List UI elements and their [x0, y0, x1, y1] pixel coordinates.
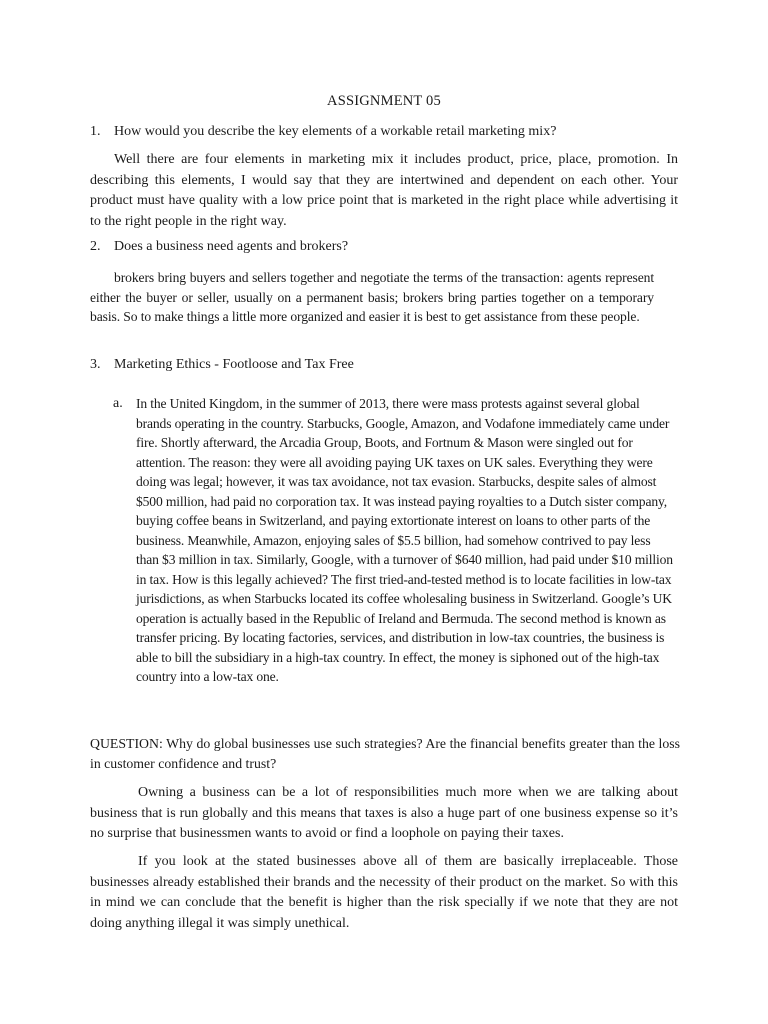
page-title: ASSIGNMENT 05: [327, 93, 441, 109]
answer-1: Well there are four elements in marketing mix it includes product, price, place, promotion. In describing this elements, I would say that they are intertwined and dependent on each other. Your product must have quality with a low price point that is marketed in the right place while advertising it to the right people in the right way.: [90, 152, 678, 229]
question-2: [90, 237, 690, 257]
question-1-number: 1.: [90, 124, 101, 139]
question-3-number: 3.: [90, 357, 101, 372]
question-2-text: Does a business need agents and brokers?: [114, 239, 349, 254]
answer-2: brokers bring buyers and sellers together and negotiate the terms of the transaction: agents represent either the buyer or seller, usually on a permanent basis; brokers bring parties together on a temporary basis. So to make things a little more organized and easier it is best to get assistance from these people.: [90, 270, 654, 324]
question-2-number: 2.: [90, 239, 101, 254]
answer-paragraph-1: Owning a business can be a lot of responsibilities much more when we are talking about business that is run globally and this means that taxes is also a huge part of one business expense so it’s no surprise that businessmen wants to avoid or find a loophole on paying their taxes.: [90, 785, 678, 841]
question-3: [90, 355, 690, 375]
case-study-label: a.: [113, 396, 123, 411]
discussion-question: QUESTION: Why do global businesses use such strategies? Are the financial benefits greater than the loss in customer confidence and trust?: [90, 736, 680, 771]
answer-paragraph-2: If you look at the stated businesses above all of them are basically irreplaceable. Those businesses already established their brands and the necessity of their product on the market. So with this in mind we can conclude that the benefit is higher than the risk specially if we note that they are not doing anything illegal it was simply unethical.: [90, 854, 678, 931]
question-1: [90, 122, 690, 142]
question-3-text: Marketing Ethics - Footloose and Tax Free: [114, 357, 354, 372]
question-1-text: How would you describe the key elements of a workable retail marketing mix?: [114, 124, 557, 139]
case-study-text: In the United Kingdom, in the summer of 2013, there were mass protests against several global brands operating in the country. Starbucks, Google, Amazon, and Vodafone immediately came under fire. Shortly afterward, the Arcadia Group, Boots, and Fortnum & Mason were singled out for attention. The reason: they were all avoiding paying UK taxes on UK sales. Everything they were doing was legal; however, it was tax avoidance, not tax evasion. Starbucks, despite sales of almost $500 million, had paid no corporation tax. It was instead paying royalties to a Dutch sister company, buying coffee beans in Switzerland, and paying extortionate interest on loans to other parts of the business. Meanwhile, Amazon, enjoying sales of $5.5 billion, had somehow contrived to pay less than $3 million in tax. Similarly, Google, with a turnover of $640 million, had paid under $10 million in tax. How is this legally achieved? The first tried-and-tested method is to locate facilities in low-tax jurisdictions, as when Starbucks located its coffee wholesaling business in Switzerland. Google’s UK operation is actually based in the Republic of Ireland and Bermuda. The second method is known as transfer pricing. By locating factories, services, and distribution in low-tax countries, the business is able to bill the subsidiary in a high-tax country. In effect, the money is siphoned out of the high-tax country into a low-tax one.: [136, 396, 673, 684]
